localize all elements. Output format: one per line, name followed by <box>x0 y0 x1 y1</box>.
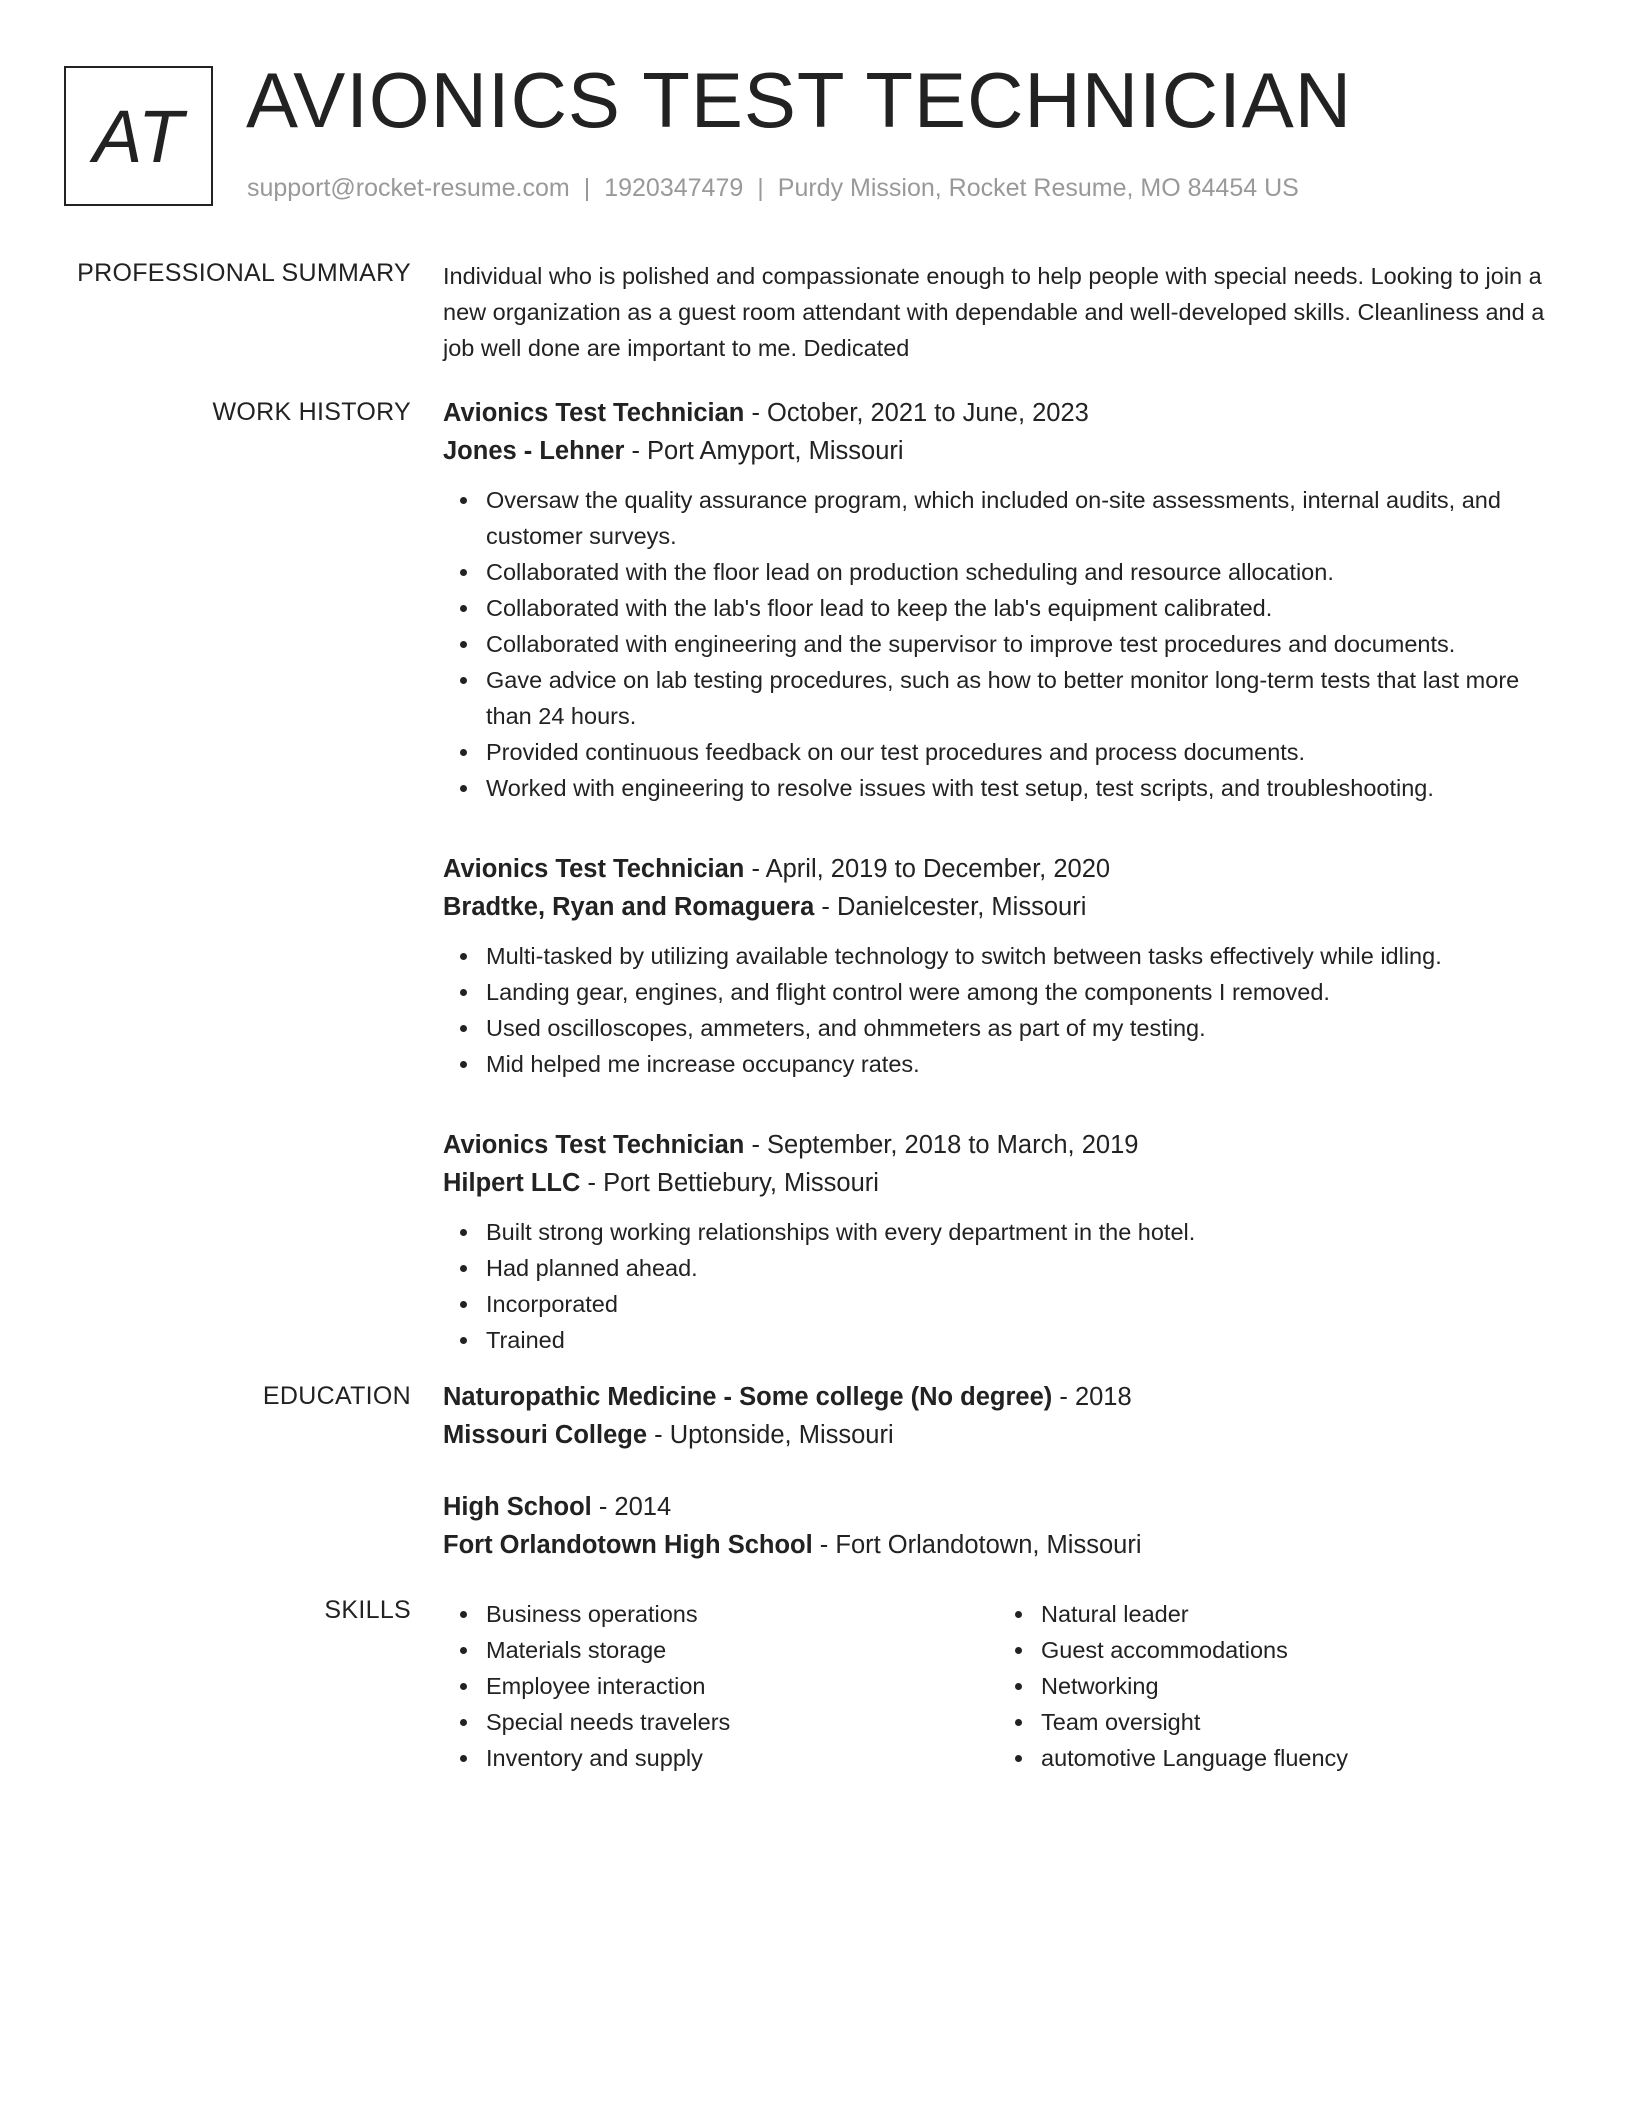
education-degree: Naturopathic Medicine - Some college (No degree) <box>443 1383 1053 1411</box>
skills-list-left <box>443 1596 998 1776</box>
job-bullet: Worked with engineering to resolve issues with test setup, test scripts, and troubleshooting. <box>486 770 1553 806</box>
job-bullet: Provided continuous feedback on our test procedures and process documents. <box>486 734 1553 770</box>
job-title: Avionics Test Technician <box>443 1131 745 1159</box>
skill-item: Special needs travelers <box>486 1704 998 1740</box>
section-label-skills: SKILLS <box>324 1596 411 1624</box>
job-bullets <box>443 1214 1553 1358</box>
job-location: - Danielcester, Missouri <box>814 893 1087 921</box>
skill-item: Guest accommodations <box>1041 1632 1553 1668</box>
section-label-education: EDUCATION <box>262 1382 411 1410</box>
education-school: Missouri College <box>443 1421 648 1449</box>
skills-columns <box>443 1596 1553 1776</box>
job-bullet: Had planned ahead. <box>486 1250 1553 1286</box>
job-bullet: Gave advice on lab testing procedures, such as how to better monitor long-term tests that last more than 24 hours. <box>486 662 1553 734</box>
job-employer: Bradtke, Ryan and Romaguera <box>443 893 815 921</box>
work-history-body <box>443 394 1553 1402</box>
job-entry <box>443 394 1553 806</box>
education-entry <box>443 1378 1553 1454</box>
skills-list-right <box>998 1596 1553 1776</box>
education-year: - 2018 <box>1052 1383 1132 1411</box>
job-bullet: Collaborated with engineering and the supervisor to improve test procedures and documents. <box>486 626 1553 662</box>
job-bullets <box>443 938 1553 1082</box>
section-label-summary: PROFESSIONAL SUMMARY <box>77 259 411 287</box>
job-employer: Hilpert LLC <box>443 1169 581 1197</box>
job-employer: Jones - Lehner <box>443 437 625 465</box>
job-title-line <box>443 850 1553 888</box>
job-location: - Port Bettiebury, Missouri <box>580 1169 879 1197</box>
job-bullets <box>443 482 1553 806</box>
job-entry <box>443 850 1553 1082</box>
job-entry <box>443 1126 1553 1358</box>
education-school: Fort Orlandotown High School <box>443 1531 813 1559</box>
job-title-line <box>443 394 1553 432</box>
contact-phone: 1920347479 <box>604 174 744 202</box>
education-degree: High School <box>443 1493 592 1521</box>
skill-item: Networking <box>1041 1668 1553 1704</box>
section-label-work-history: WORK HISTORY <box>212 398 411 426</box>
job-employer-line <box>443 888 1553 926</box>
skills-body <box>443 1596 1553 1776</box>
contact-line <box>247 174 1299 203</box>
skill-item: Business operations <box>486 1596 998 1632</box>
job-bullet: Trained <box>486 1322 1553 1358</box>
job-dates: - October, 2021 to June, 2023 <box>744 399 1089 427</box>
summary-body <box>443 258 1553 366</box>
job-dates: - September, 2018 to March, 2019 <box>744 1131 1139 1159</box>
skill-item: Natural leader <box>1041 1596 1553 1632</box>
job-title: Avionics Test Technician <box>443 399 745 427</box>
job-bullet: Incorporated <box>486 1286 1553 1322</box>
skill-item: Employee interaction <box>486 1668 998 1704</box>
job-bullet: Multi-tasked by utilizing available technology to switch between tasks effectively while idling. <box>486 938 1553 974</box>
contact-address: Purdy Mission, Rocket Resume, MO 84454 US <box>777 174 1299 202</box>
job-bullet: Landing gear, engines, and flight control were among the components I removed. <box>486 974 1553 1010</box>
education-degree-line <box>443 1488 1553 1526</box>
contact-separator: | <box>757 174 764 202</box>
education-year: - 2014 <box>591 1493 672 1521</box>
education-school-line <box>443 1416 1553 1454</box>
job-employer-line <box>443 432 1553 470</box>
job-bullet: Collaborated with the lab's floor lead to keep the lab's equipment calibrated. <box>486 590 1553 626</box>
job-bullet: Used oscilloscopes, ammeters, and ohmmeters as part of my testing. <box>486 1010 1553 1046</box>
job-bullet: Oversaw the quality assurance program, which included on-site assessments, internal audits, and customer surveys. <box>486 482 1553 554</box>
education-body <box>443 1378 1553 1598</box>
summary-text: Individual who is polished and compassionate enough to help people with special needs. Looking to join a new organization as a guest room attendant with dependable and well-developed skills. Cleanliness and a job well done are important to me. Dedicated <box>443 263 1545 361</box>
job-title: Avionics Test Technician <box>443 855 745 883</box>
skill-item: Inventory and supply <box>486 1740 998 1776</box>
education-location: - Fort Orlandotown, Missouri <box>812 1531 1142 1559</box>
skill-item: Materials storage <box>486 1632 998 1668</box>
job-location: - Port Amyport, Missouri <box>624 437 904 465</box>
monogram-box <box>64 66 213 206</box>
job-bullet: Collaborated with the floor lead on production scheduling and resource allocation. <box>486 554 1553 590</box>
resume-title: AVIONICS TEST TECHNICIAN <box>246 56 1353 144</box>
education-location: - Uptonside, Missouri <box>647 1421 894 1449</box>
job-dates: - April, 2019 to December, 2020 <box>744 855 1111 883</box>
education-school-line <box>443 1526 1553 1564</box>
monogram-initials: AT <box>92 94 185 178</box>
job-employer-line <box>443 1164 1553 1202</box>
contact-separator: | <box>583 174 591 202</box>
contact-email: support@rocket-resume.com <box>247 174 570 202</box>
education-degree-line <box>443 1378 1553 1416</box>
job-title-line <box>443 1126 1553 1164</box>
job-bullet: Built strong working relationships with every department in the hotel. <box>486 1214 1553 1250</box>
skill-item: automotive Language fluency <box>1041 1740 1553 1776</box>
education-entry <box>443 1488 1553 1564</box>
job-bullet: Mid helped me increase occupancy rates. <box>486 1046 1553 1082</box>
skill-item: Team oversight <box>1041 1704 1553 1740</box>
